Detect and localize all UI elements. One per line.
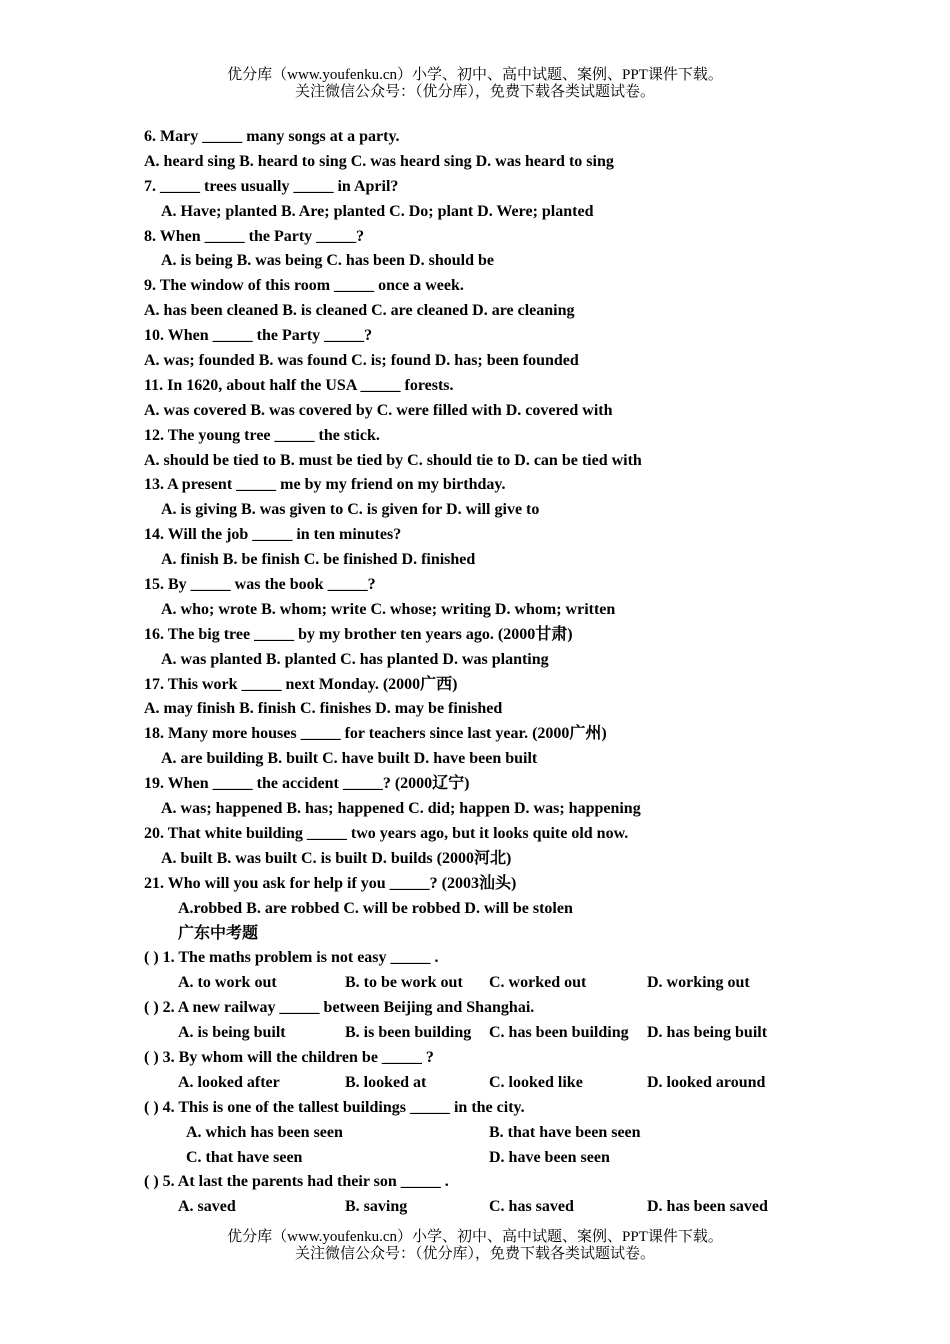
- option-d: D. has been saved: [647, 1198, 768, 1216]
- question-14: 14. Will the job _____ in ten minutes?: [144, 526, 402, 544]
- gd-options-1: [144, 971, 804, 996]
- question-15: 15. By _____ was the book _____?: [144, 576, 376, 594]
- question-8: 8. When _____ the Party _____?: [144, 227, 365, 245]
- options-18: A. are building B. built C. have built D. have been built: [161, 750, 538, 768]
- question-16: 16. The big tree _____ by my brother ten years ago. (2000甘肃): [144, 625, 573, 643]
- options-12: A. should be tied to B. must be tied by C. should tie to D. can be tied with: [144, 451, 642, 469]
- options-17: A. may finish B. finish C. finishes D. may be finished: [144, 700, 503, 718]
- footer-line-2: 关注微信公众号：（优分库），免费下载各类试题试卷。: [294, 1246, 655, 1262]
- gd-question-1: ( ) 1. The maths problem is not easy _____ .: [144, 949, 439, 967]
- gd-question-4: ( ) 4. This is one of the tallest buildings _____ in the city.: [144, 1098, 525, 1116]
- option-d: D. working out: [647, 974, 750, 992]
- options-19: A. was; happened B. has; happened C. did; happen D. was; happening: [161, 800, 641, 818]
- option-b: B. saving: [345, 1198, 408, 1216]
- page-header: [0, 67, 950, 101]
- options-13: A. is giving B. was given to C. is given for D. will give to: [161, 501, 540, 519]
- options-20: A. built B. was built C. is built D. builds (2000河北): [161, 849, 512, 867]
- option-a: A. looked after: [178, 1073, 280, 1091]
- gd-options-5: [144, 1195, 804, 1220]
- footer-line-1: 优分库（www.youfenku.cn）小学、初中、高中试题、案例、PPT课件下载。: [227, 1229, 723, 1245]
- option-c: C. has been building: [489, 1024, 629, 1042]
- question-17: 17. This work _____ next Monday. (2000广西): [144, 675, 458, 693]
- gd-question-2: ( ) 2. A new railway _____ between Beijing and Shanghai.: [144, 999, 535, 1017]
- option-d: D. have been seen: [489, 1148, 610, 1166]
- question-6: 6. Mary _____ many songs at a party.: [144, 128, 400, 145]
- options-11: A. was covered B. was covered by C. were filled with D. covered with: [144, 401, 613, 419]
- question-18: 18. Many more houses _____ for teachers since last year. (2000广州): [144, 725, 607, 743]
- header-line-2: 关注微信公众号：（优分库），免费下载各类试题试卷。: [294, 84, 655, 100]
- option-c: C. looked like: [489, 1073, 583, 1091]
- option-b: B. looked at: [345, 1073, 427, 1091]
- option-c: C. has saved: [489, 1198, 574, 1216]
- options-21: A.robbed B. are robbed C. will be robbed D. will be stolen: [178, 899, 573, 917]
- question-11: 11. In 1620, about half the USA _____ forests.: [144, 376, 454, 394]
- option-b: B. is been building: [345, 1024, 472, 1042]
- options-10: A. was; founded B. was found C. is; found D. has; been founded: [144, 352, 579, 370]
- options-9: A. has been cleaned B. is cleaned C. are cleaned D. are cleaning: [144, 302, 575, 320]
- option-c: C. worked out: [489, 974, 587, 992]
- gd-options-4-cd: [144, 1146, 804, 1171]
- exam-content: [144, 125, 804, 1220]
- option-d: D. has being built: [647, 1024, 768, 1042]
- question-13: 13. A present _____ me by my friend on my birthday.: [144, 476, 506, 494]
- option-b: B. that have been seen: [489, 1123, 641, 1141]
- section-heading: 广东中考题: [178, 924, 259, 942]
- question-21: 21. Who will you ask for help if you _____? (2003汕头): [144, 874, 517, 892]
- option-a: A. to work out: [178, 974, 277, 992]
- option-a: A. which has been seen: [186, 1123, 343, 1141]
- options-16: A. was planted B. planted C. has planted D. was planting: [161, 650, 549, 668]
- option-b: B. to be work out: [345, 974, 463, 992]
- options-8: A. is being B. was being C. has been D. should be: [161, 252, 494, 270]
- option-d: D. looked around: [647, 1073, 766, 1091]
- question-19: 19. When _____ the accident _____? (2000辽宁): [144, 775, 470, 793]
- question-20: 20. That white building _____ two years ago, but it looks quite old now.: [144, 824, 629, 842]
- option-a: A. is being built: [178, 1024, 286, 1042]
- gd-options-4-ab: [144, 1121, 804, 1146]
- question-9: 9. The window of this room _____ once a week.: [144, 277, 464, 295]
- gd-question-3: ( ) 3. By whom will the children be _____ ?: [144, 1048, 434, 1066]
- option-a: A. saved: [178, 1198, 236, 1216]
- option-c: C. that have seen: [186, 1148, 303, 1166]
- options-6: A. heard sing B. heard to sing C. was heard sing D. was heard to sing: [144, 152, 614, 170]
- options-15: A. who; wrote B. whom; write C. whose; writing D. whom; written: [161, 600, 616, 618]
- question-7: 7. _____ trees usually _____ in April?: [144, 177, 399, 195]
- question-10: 10. When _____ the Party _____?: [144, 327, 373, 345]
- gd-options-2: [144, 1021, 804, 1046]
- gd-options-3: [144, 1071, 804, 1096]
- gd-question-5: ( ) 5. At last the parents had their son _____ .: [144, 1173, 449, 1191]
- options-7: A. Have; planted B. Are; planted C. Do; plant D. Were; planted: [161, 202, 594, 220]
- question-12: 12. The young tree _____ the stick.: [144, 426, 380, 444]
- options-14: A. finish B. be finish C. be finished D. finished: [161, 551, 476, 569]
- page-footer: [0, 1229, 950, 1263]
- header-line-1: 优分库（www.youfenku.cn）小学、初中、高中试题、案例、PPT课件下载。: [227, 67, 723, 83]
